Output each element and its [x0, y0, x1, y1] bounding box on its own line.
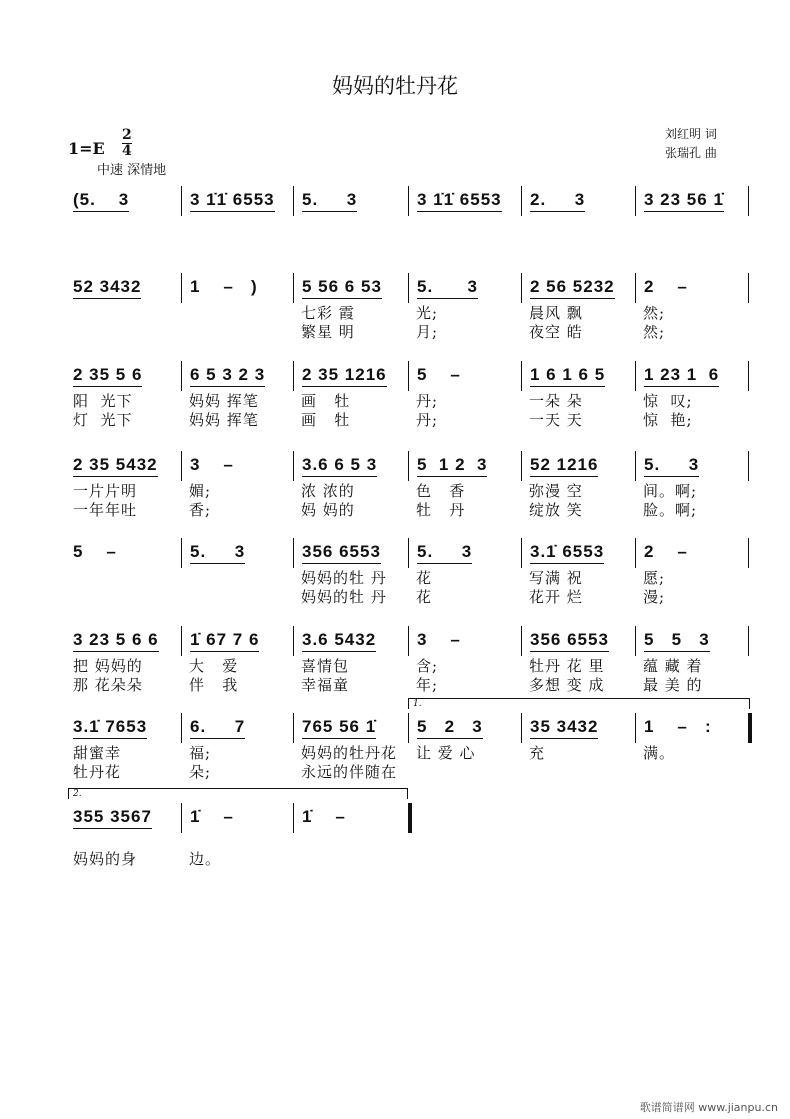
measure [635, 626, 749, 656]
lyric-verse-1: 妈妈的身 [73, 850, 138, 868]
measure [293, 626, 409, 656]
measure [65, 186, 181, 216]
lyric-verse-1: 光; [416, 304, 439, 322]
measure-notes: 6. 7 [190, 717, 245, 739]
measure-notes: 2 35 5 6 [73, 365, 142, 387]
lyric-verse-1: 妈妈 挥笔 [189, 392, 259, 410]
measure-notes: 5 5 3 [644, 630, 710, 652]
measure-notes: 2 56 5232 [530, 277, 615, 299]
measure [408, 713, 522, 743]
lyric-verse-2: 伴 我 [189, 676, 239, 694]
lyric-verse-1: 媚; [189, 482, 212, 500]
measure [521, 273, 636, 303]
lyric-verse-2: 朵; [189, 763, 212, 781]
lyric-verse-1: 蕴 藏 着 [643, 657, 703, 675]
song-title: 妈妈的牡丹花 [332, 74, 458, 98]
lyric-verse-2: 妈 妈的 [301, 501, 355, 519]
measure [521, 626, 636, 656]
lyric-verse-1: 含; [416, 657, 439, 675]
measure-notes: 5. 3 [302, 190, 357, 212]
measure [521, 361, 636, 391]
measure [65, 803, 181, 833]
measure-notes: 52 1216 [530, 455, 598, 477]
measure-notes: 1 23 1 6 [644, 365, 719, 387]
lyric-verse-2: 一年年吐 [73, 501, 138, 519]
lyric-verse-2: 妈妈 挥笔 [189, 411, 259, 429]
measure-notes: 3.6 5432 [302, 630, 376, 652]
lyric-verse-2: 那 花朵朵 [73, 676, 143, 694]
lyric-verse-2: 惊 艳; [643, 411, 693, 429]
lyric-verse-1: 惊 叹; [643, 392, 693, 410]
lyric-verse-2: 一天 天 [529, 411, 583, 429]
lyric-verse-1: 充 [529, 744, 546, 762]
lyric-verse-1: 然; [643, 304, 666, 322]
measure-notes: 3 1̇1̇ 6553 [190, 190, 275, 212]
volta-label-1: 1. [413, 699, 422, 709]
measure [181, 273, 294, 303]
measure [181, 186, 294, 216]
lyric-verse-2: 幸福童 [301, 676, 350, 694]
measure-notes: 1̇ 67 7 6 [190, 630, 259, 652]
lyric-verse-2: 花开 烂 [529, 588, 583, 606]
measure [65, 713, 181, 743]
lyric-verse-1: 一朵 朵 [529, 392, 583, 410]
lyric-verse-2: 然; [643, 323, 666, 341]
lyric-verse-2: 最 美 的 [643, 676, 703, 694]
measure-notes: 6 5 3 2 3 [190, 365, 265, 387]
measure [635, 451, 749, 481]
measure-notes: (5. 3 [73, 190, 129, 212]
measure [65, 538, 181, 568]
measure-notes: 3 23 5 6 6 [73, 630, 159, 652]
measure-notes: 5. 3 [417, 277, 478, 299]
measure-notes: 52 3432 [73, 277, 141, 299]
lyric-verse-2: 永远的伴随在 [301, 763, 398, 781]
measure [408, 626, 522, 656]
measure-notes: 5 56 6 53 [302, 277, 382, 299]
lyric-verse-2: 牡丹花 [73, 763, 122, 781]
score-row [0, 186, 790, 216]
measure [408, 361, 522, 391]
measure [293, 713, 409, 743]
lyric-verse-1: 满。 [643, 744, 676, 762]
barline [748, 186, 749, 216]
watermark-footer: 歌谱简谱网 www.jianpu.cn [639, 1101, 778, 1114]
measure-notes: 3.6 6 5 3 [302, 455, 377, 477]
lyric-verse-2: 绽放 笑 [529, 501, 583, 519]
lyric-verse-1: 福; [189, 744, 212, 762]
measure [635, 273, 749, 303]
measure [65, 451, 181, 481]
lyric-verse-1: 花 [416, 569, 433, 587]
lyric-verse-1: 甜蜜幸 [73, 744, 122, 762]
lyricist-credit: 刘红明 词 [665, 127, 717, 141]
measure [65, 273, 181, 303]
lyric-verse-1: 牡丹 花 里 [529, 657, 605, 675]
measure-notes: 1 – : [644, 717, 712, 736]
measure-notes: 2 35 1216 [302, 365, 387, 387]
measure-notes: 5 – [73, 542, 117, 561]
lyric-verse-2: 繁星 明 [301, 323, 355, 341]
measure [181, 713, 294, 743]
lyric-verse-2: 月; [416, 323, 439, 341]
volta-label-2: 2. [73, 789, 82, 799]
lyric-verse-2: 花 [416, 588, 433, 606]
lyric-verse-1: 写满 祝 [529, 569, 583, 587]
lyric-verse-1: 让 爱 心 [416, 744, 476, 762]
measure [635, 186, 749, 216]
lyric-verse-2: 脸。啊; [643, 501, 698, 519]
measure-notes: 2. 3 [530, 190, 585, 212]
measure [521, 538, 636, 568]
measure-notes: 5. 3 [190, 542, 245, 564]
time-signature-top: 2 [122, 127, 132, 143]
score-row [0, 361, 790, 391]
measure-notes: 2 – [644, 277, 688, 296]
measure [293, 538, 409, 568]
measure [408, 186, 522, 216]
lyric-verse-1: 边。 [189, 850, 222, 868]
repeat-final-barline [748, 713, 752, 743]
volta-bracket-2 [68, 788, 408, 799]
lyric-verse-2: 丹; [416, 411, 439, 429]
measure-notes: 3 23 56 1̇ [644, 190, 724, 212]
measure [181, 451, 294, 481]
measure-notes: 1̇ – [190, 807, 234, 826]
time-signature-bottom: 4 [122, 143, 132, 159]
measure [181, 626, 294, 656]
lyric-verse-2: 灯 光下 [73, 411, 133, 429]
measure-notes: 3 1̇1̇ 6553 [417, 190, 502, 212]
measure-notes: 35 3432 [530, 717, 598, 739]
lyric-verse-1: 妈妈的牡 丹 [301, 569, 387, 587]
measure-notes: 1 6 1 6 5 [530, 365, 605, 387]
lyric-verse-1: 把 妈妈的 [73, 657, 143, 675]
measure-notes: 1̇ – [302, 807, 346, 826]
lyric-verse-2: 多想 变 成 [529, 676, 605, 694]
measure-notes: 2 – [644, 542, 688, 561]
measure-notes: 1 – ) [190, 277, 258, 296]
tempo-marking: 中速 深情地 [97, 163, 167, 178]
lyric-verse-1: 大 爱 [189, 657, 239, 675]
lyric-verse-1: 浓 浓的 [301, 482, 355, 500]
measure-notes: 356 6553 [302, 542, 381, 564]
measure-notes: 2 35 5432 [73, 455, 158, 477]
barline [748, 451, 749, 481]
lyric-verse-2: 香; [189, 501, 212, 519]
lyric-verse-1: 愿; [643, 569, 666, 587]
measure [521, 186, 636, 216]
score-row [0, 713, 790, 743]
lyric-verse-1: 一片片明 [73, 482, 138, 500]
score-row [0, 538, 790, 568]
lyric-verse-1: 间。啊; [643, 482, 698, 500]
lyric-verse-1: 晨风 飘 [529, 304, 583, 322]
measure-notes: 5 1 2 3 [417, 455, 487, 477]
measure-notes: 3 – [417, 630, 461, 649]
score-row [0, 626, 790, 656]
lyric-verse-2: 牡 丹 [416, 501, 466, 519]
measure-notes: 5. 3 [417, 542, 472, 564]
lyric-verse-1: 丹; [416, 392, 439, 410]
measure-notes: 355 3567 [73, 807, 152, 829]
measure [408, 273, 522, 303]
lyric-verse-2: 年; [416, 676, 439, 694]
measure-notes: 5. 3 [644, 455, 699, 477]
score-row [0, 803, 790, 833]
measure [293, 803, 409, 833]
lyric-verse-1: 七彩 霞 [301, 304, 355, 322]
lyric-verse-1: 色 香 [416, 482, 466, 500]
measure [181, 361, 294, 391]
lyric-verse-1: 妈妈的牡丹花 [301, 744, 398, 762]
measure [408, 538, 522, 568]
repeat-final-barline [408, 803, 412, 833]
lyric-verse-2: 妈妈的牡 丹 [301, 588, 387, 606]
measure [408, 451, 522, 481]
key-signature: 1=E [68, 139, 105, 158]
measure [65, 626, 181, 656]
lyric-verse-1: 画 牡 [301, 392, 351, 410]
measure [293, 273, 409, 303]
measure-notes: 765 56 1̇ [302, 717, 376, 739]
measure [181, 803, 294, 833]
measure-notes: 3.1̇ 7653 [73, 717, 147, 739]
measure [65, 361, 181, 391]
measure [293, 361, 409, 391]
measure [635, 361, 749, 391]
measure-notes: 5 – [417, 365, 461, 384]
measure [635, 713, 749, 743]
barline [748, 626, 749, 656]
measure [521, 451, 636, 481]
volta-bracket-1 [408, 698, 750, 709]
lyric-verse-2: 夜空 皓 [529, 323, 583, 341]
measure [521, 713, 636, 743]
score-row [0, 273, 790, 303]
barline [748, 538, 749, 568]
time-signature [122, 128, 132, 159]
lyric-verse-2: 画 牡 [301, 411, 351, 429]
measure-notes: 3 – [190, 455, 234, 474]
lyric-verse-1: 喜情包 [301, 657, 350, 675]
lyric-verse-2: 漫; [643, 588, 666, 606]
barline [748, 273, 749, 303]
measure [293, 186, 409, 216]
composer-credit: 张瑞孔 曲 [665, 146, 717, 160]
measure [181, 538, 294, 568]
lyric-verse-1: 弥漫 空 [529, 482, 583, 500]
measure [293, 451, 409, 481]
score-row [0, 451, 790, 481]
measure-notes: 356 6553 [530, 630, 609, 652]
measure-notes: 5 2 3 [417, 717, 483, 739]
barline [748, 361, 749, 391]
measure-notes: 3.1̇ 6553 [530, 542, 604, 564]
lyric-verse-1: 阳 光下 [73, 392, 133, 410]
measure [635, 538, 749, 568]
